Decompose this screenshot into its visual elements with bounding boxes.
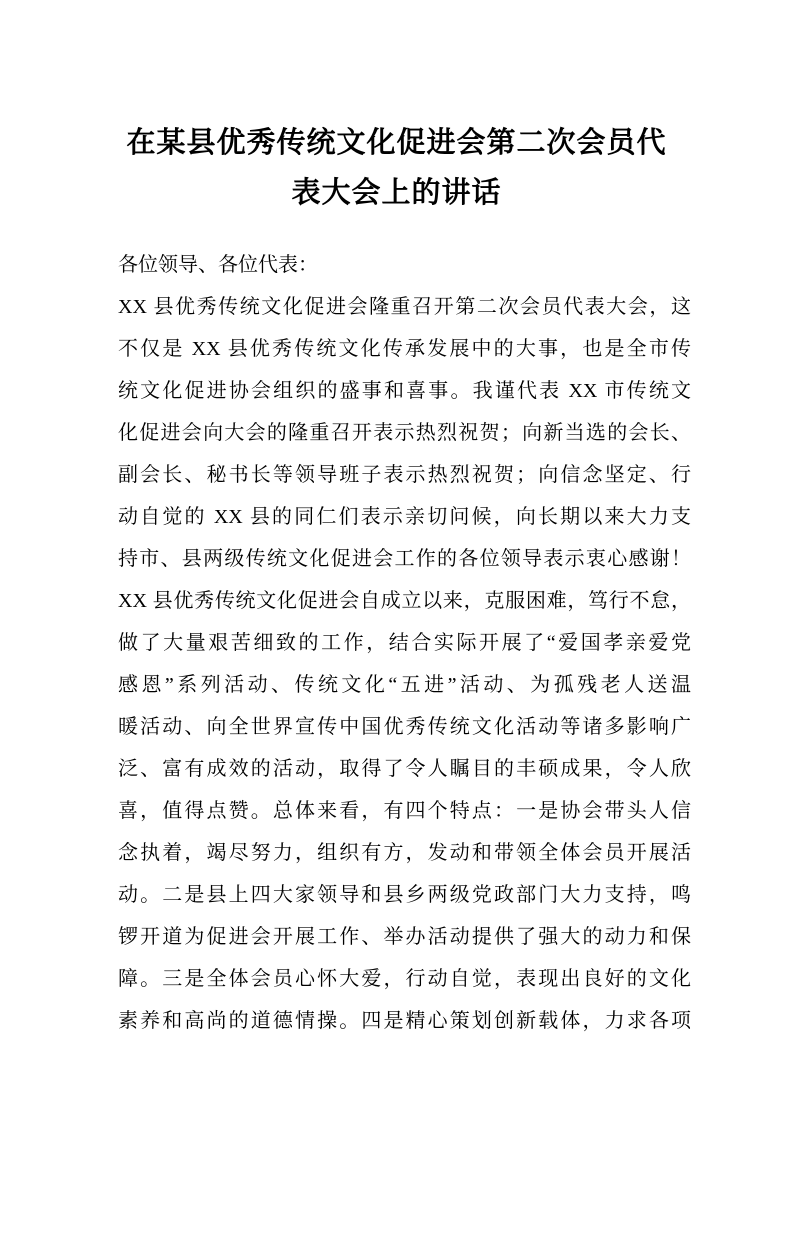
body-line: 素养和高尚的道德情操。四是精心策划创新载体，力求各项 xyxy=(118,1010,691,1032)
doc-title-line: 在某县优秀传统文化促进会第二次会员代 xyxy=(126,127,667,159)
body-line: 不仅是 XX 县优秀传统文化传承发展中的大事，也是全市传 xyxy=(118,338,691,360)
body-line: 做了大量艰苦细致的工作，结合实际开展了“爱国孝亲爱党 xyxy=(118,632,691,654)
body-line: 泛、富有成效的活动，取得了令人瞩目的丰硕成果，令人欣 xyxy=(118,758,691,780)
body-line: 化促进会向大会的隆重召开表示热烈祝贺；向新当选的会长、 xyxy=(118,422,691,444)
body-line: 障。三是全体会员心怀大爱，行动自觉，表现出良好的文化 xyxy=(118,968,691,990)
salutation-line: 各位领导、各位代表： xyxy=(118,254,318,276)
body-line: XX 县优秀传统文化促进会自成立以来，克服困难，笃行不怠， xyxy=(118,590,691,612)
body-line: 动。二是县上四大家领导和县乡两级党政部门大力支持，鸣 xyxy=(118,884,691,906)
body-line: 念执着，竭尽努力，组织有方，发动和带领全体会员开展活 xyxy=(118,842,691,864)
body-line: 动自觉的 XX 县的同仁们表示亲切问候，向长期以来大力支 xyxy=(118,506,691,528)
doc-body xyxy=(118,244,691,1042)
body-line: 副会长、秘书长等领导班子表示热烈祝贺；向信念坚定、行 xyxy=(118,464,691,486)
doc-title-line: 表大会上的讲话 xyxy=(291,177,502,209)
body-line: XX 县优秀传统文化促进会隆重召开第二次会员代表大会，这 xyxy=(118,296,691,318)
body-line: 统文化促进协会组织的盛事和喜事。我谨代表 XX 市传统文 xyxy=(118,380,691,402)
body-line: 暖活动、向全世界宣传中国优秀传统文化活动等诸多影响广 xyxy=(118,716,691,738)
document-page xyxy=(0,118,793,1240)
body-line: 持市、县两级传统文化促进会工作的各位领导表示衷心感谢！ xyxy=(118,548,691,570)
body-line: 喜，值得点赞。总体来看，有四个特点：一是协会带头人信 xyxy=(118,800,691,822)
body-line: 锣开道为促进会开展工作、举办活动提供了强大的动力和保 xyxy=(118,926,691,948)
doc-title xyxy=(102,118,691,218)
body-line: 感恩”系列活动、传统文化“五进”活动、为孤残老人送温 xyxy=(118,674,691,696)
